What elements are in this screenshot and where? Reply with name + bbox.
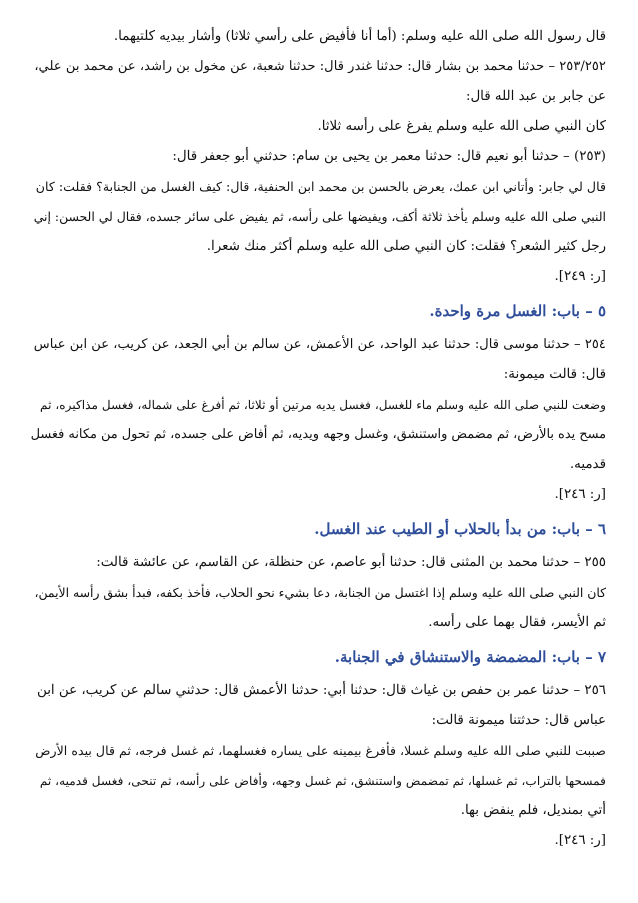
text-line: (٢٥٣) – حدثنا أبو نعيم قال: حدثنا معمر بن يحيى بن سام: حدثني أبو جعفر قال:	[172, 149, 606, 164]
section-5	[30, 292, 606, 510]
text-line: ثم الأيسر، فقال بهما على رأسه.	[428, 615, 606, 630]
text-line: رجل كثير الشعر؟ فقلت: كان النبي صلى الله عليه وسلم أكثر منك شعرا.	[206, 239, 606, 254]
text-line: قال: قالت ميمونة:	[503, 367, 606, 382]
text-line: كان النبي صلى الله عليه وسلم يفرغ على رأسه ثلاثا.	[317, 119, 606, 134]
text-line: وضعت للنبي صلى الله عليه وسلم ماء للغسل، فغسل يديه مرتين أو ثلاثا، ثم أفرغ على شماله، فغسل مذاكيره، ثم	[40, 398, 606, 412]
section-6	[30, 510, 606, 638]
text-line: ٢٥٣/٢٥٢ – حدثنا محمد بن بشار قال: حدثنا غندر قال: حدثنا شعبة، عن مخول بن راشد، عن محمد بن علي،	[34, 59, 606, 74]
text-line: كان النبي صلى الله عليه وسلم إذا اغتسل من الجنابة، دعا بشيء نحو الحلاب، فأخذ بكفه، فبدأ بشق رأسه الأيمن،	[34, 585, 606, 600]
text-line: ٢٥٦ – حدثنا عمر بن حفص بن غياث قال: حدثنا أبي: حدثنا الأعمش قال: حدثني سالم عن كريب، عن ابن	[37, 683, 606, 698]
text-line: فمسحها بالتراب، ثم غسلها، ثم تمضمض واستنشق، ثم غسل وجهه، وأفاض على رأسه، ثم تنحى، فغسل قدميه، ثم	[39, 774, 606, 788]
text-line: صببت للنبي صلى الله عليه وسلم غسلا، فأفرغ بيمينه على يساره فغسلهما، ثم غسل فرجه، ثم قال بيده الأرض	[35, 743, 606, 758]
reference-note: [ر: ٢٤٦].	[554, 833, 606, 848]
text-line: قدميه.	[569, 457, 606, 472]
text-line: عباس قال: حدثتنا ميمونة قالت:	[431, 713, 606, 728]
text-line: قال لي جابر: وأتاني ابن عمك، يعرض بالحسن بن محمد ابن الحنفية، قال: كيف الغسل من الجنابة؟ فقلت: كان	[35, 179, 606, 194]
reference-note: [ر: ٢٤٩].	[554, 269, 606, 284]
text-line: قال رسول الله صلى الله عليه وسلم: (أما أنا فأفيض على رأسي ثلاثا) وأشار بيديه كلتيهما.	[113, 29, 606, 44]
text-line: مسح يده بالأرض، ثم مضمض واستنشق، وغسل وجهه ويديه، ثم أفاض على جسده، ثم تحول من مكانه فغسل	[30, 427, 606, 442]
text-line: ٢٥٥ – حدثنا محمد بن المثنى قال: حدثنا أبو عاصم، عن حنظلة، عن القاسم، عن عائشة قالت:	[96, 555, 606, 570]
hadith-intro-block	[30, 22, 606, 292]
section-7	[30, 638, 606, 856]
text-line: ٢٥٤ – حدثنا موسى قال: حدثنا عبد الواحد، عن الأعمش، عن سالم بن أبي الجعد، عن كريب، عن ابن عباس	[33, 337, 606, 352]
text-line: عن جابر بن عبد الله قال:	[465, 89, 606, 104]
section-heading: ٥ – باب: الغسل مرة واحدة.	[429, 302, 606, 320]
reference-note: [ر: ٢٤٦].	[554, 487, 606, 502]
text-line: أتي بمنديل، فلم ينفض بها.	[460, 803, 606, 818]
text-line: النبي صلى الله عليه وسلم يأخذ ثلاثة أكف، ويفيضها على رأسه، ثم يفيض على سائر جسده، فقال لي الحسن: إني	[33, 209, 606, 224]
section-heading: ٦ – باب: من بدأ بالحلاب أو الطيب عند الغسل.	[314, 520, 606, 538]
section-heading: ٧ – باب: المضمضة والاستنشاق في الجنابة.	[334, 648, 606, 666]
